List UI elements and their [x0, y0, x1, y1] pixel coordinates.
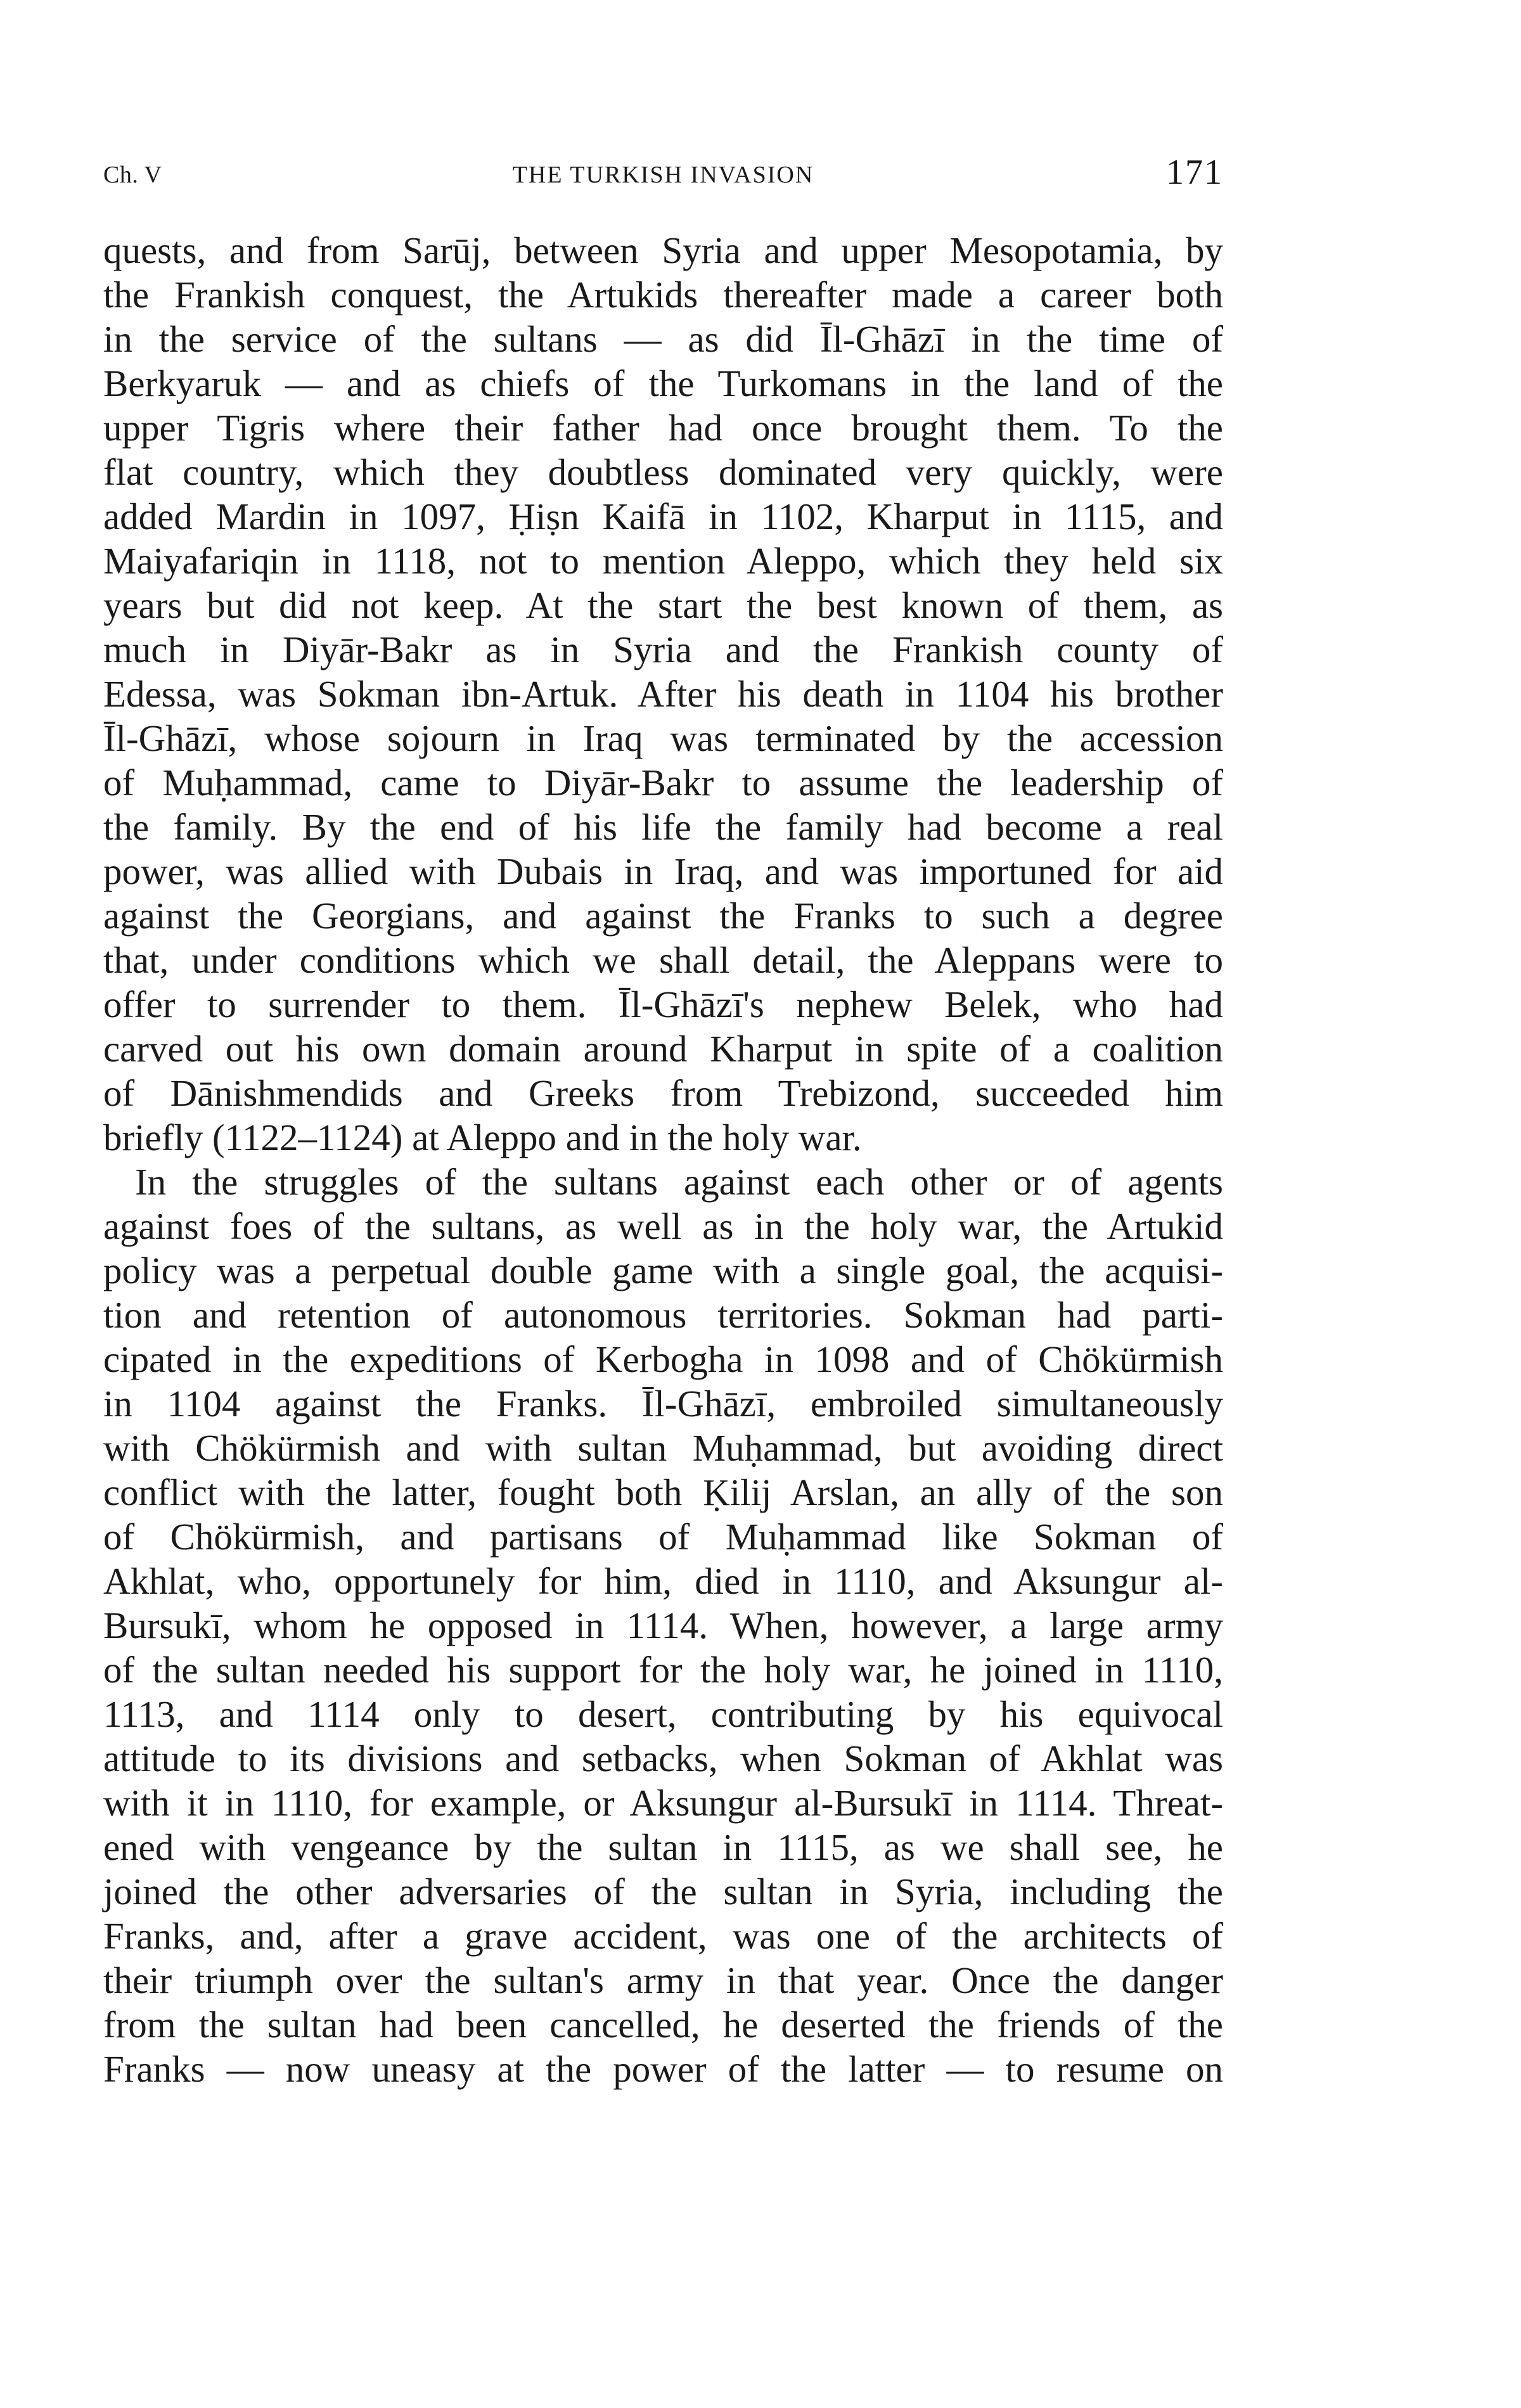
text-line: much in Diyār-Bakr as in Syria and the Frankish county of: [103, 629, 1223, 670]
text-line: of Dānishmendids and Greeks from Trebizond, succeeded him: [103, 1072, 1223, 1114]
text-line: ened with vengeance by the sultan in 1115, as we shall see, he: [103, 1826, 1223, 1868]
text-line: flat country, which they doubtless dominated very quickly, were: [103, 451, 1223, 493]
text-line: In the struggles of the sultans against each other or of agents: [135, 1161, 1223, 1203]
text-line: policy was a perpetual double game with a single goal, the acquisi-: [103, 1250, 1223, 1291]
text-line: in 1104 against the Franks. Īl-Ghāzī, embroiled simultaneously: [103, 1383, 1223, 1425]
page-number: 171: [1166, 153, 1223, 192]
text-line: of Chökürmish, and partisans of Muḥammad like Sokman of: [103, 1516, 1223, 1558]
text-line: the family. By the end of his life the family had become a real: [103, 806, 1223, 848]
text-line: the Frankish conquest, the Artukids thereafter made a career both: [103, 274, 1223, 316]
text-line: joined the other adversaries of the sultan in Syria, including the: [103, 1871, 1223, 1912]
text-line: added Mardin in 1097, Ḥiṣn Kaifā in 1102, Kharput in 1115, and: [103, 496, 1223, 537]
text-line: 1113, and 1114 only to desert, contributing by his equivocal: [103, 1693, 1223, 1735]
text-line: Akhlat, who, opportunely for him, died in 1110, and Aksungur al-: [103, 1560, 1223, 1602]
running-head: [103, 152, 1223, 196]
text-line: conflict with the latter, fought both Ḳilij Arslan, an ally of the son: [103, 1471, 1223, 1513]
text-line: in the service of the sultans — as did Īl-Ghāzī in the time of: [103, 318, 1223, 360]
text-line: Maiyafariqin in 1118, not to mention Aleppo, which they held six: [103, 540, 1223, 582]
text-line: of Muḥammad, came to Diyār-Bakr to assume the leadership of: [103, 762, 1223, 804]
text-line: of the sultan needed his support for the holy war, he joined in 1110,: [103, 1649, 1223, 1691]
text-line: cipated in the expeditions of Kerbogha in 1098 and of Chökürmish: [103, 1338, 1223, 1380]
text-line: upper Tigris where their father had once brought them. To the: [103, 407, 1223, 449]
text-line: briefly (1122–1124) at Aleppo and in the holy war.: [103, 1117, 862, 1158]
text-line: Franks — now uneasy at the power of the latter — to resume on: [103, 2048, 1223, 2090]
text-line: from the sultan had been cancelled, he deserted the friends of the: [103, 2004, 1223, 2046]
text-line: against the Georgians, and against the Franks to such a degree: [103, 895, 1223, 937]
text-line: power, was allied with Dubais in Iraq, and was importuned for aid: [103, 850, 1223, 892]
text-line: carved out his own domain around Kharput in spite of a coalition: [103, 1028, 1223, 1070]
text-line: against foes of the sultans, as well as in the holy war, the Artukid: [103, 1205, 1223, 1247]
running-title: THE TURKISH INVASION: [512, 162, 814, 188]
text-line: attitude to its divisions and setbacks, when Sokman of Akhlat was: [103, 1738, 1223, 1779]
text-line: with Chökürmish and with sultan Muḥammad, but avoiding direct: [103, 1427, 1223, 1469]
chapter-label: Ch. V: [103, 162, 162, 188]
text-line: years but did not keep. At the start the best known of them, as: [103, 584, 1223, 626]
text-line: that, under conditions which we shall detail, the Aleppans were to: [103, 939, 1223, 981]
text-line: Īl-Ghāzī, whose sojourn in Iraq was terminated by the accession: [103, 717, 1223, 759]
text-line: quests, and from Sarūj, between Syria and upper Mesopotamia, by: [103, 229, 1223, 271]
text-line: Bursukī, whom he opposed in 1114. When, however, a large army: [103, 1604, 1223, 1646]
text-line: offer to surrender to them. Īl-Ghāzī's nephew Belek, who had: [103, 983, 1223, 1025]
text-line: Edessa, was Sokman ibn-Artuk. After his death in 1104 his brother: [103, 673, 1223, 715]
body-text: [103, 228, 1223, 2091]
text-line: Berkyaruk — and as chiefs of the Turkomans in the land of the: [103, 362, 1223, 404]
text-line: their triumph over the sultan's army in that year. Once the danger: [103, 1959, 1223, 2001]
text-line: tion and retention of autonomous territories. Sokman had parti-: [103, 1294, 1223, 1336]
text-line: with it in 1110, for example, or Aksungur al-Bursukī in 1114. Threat-: [103, 1782, 1223, 1824]
text-line: Franks, and, after a grave accident, was one of the architects of: [103, 1915, 1223, 1957]
